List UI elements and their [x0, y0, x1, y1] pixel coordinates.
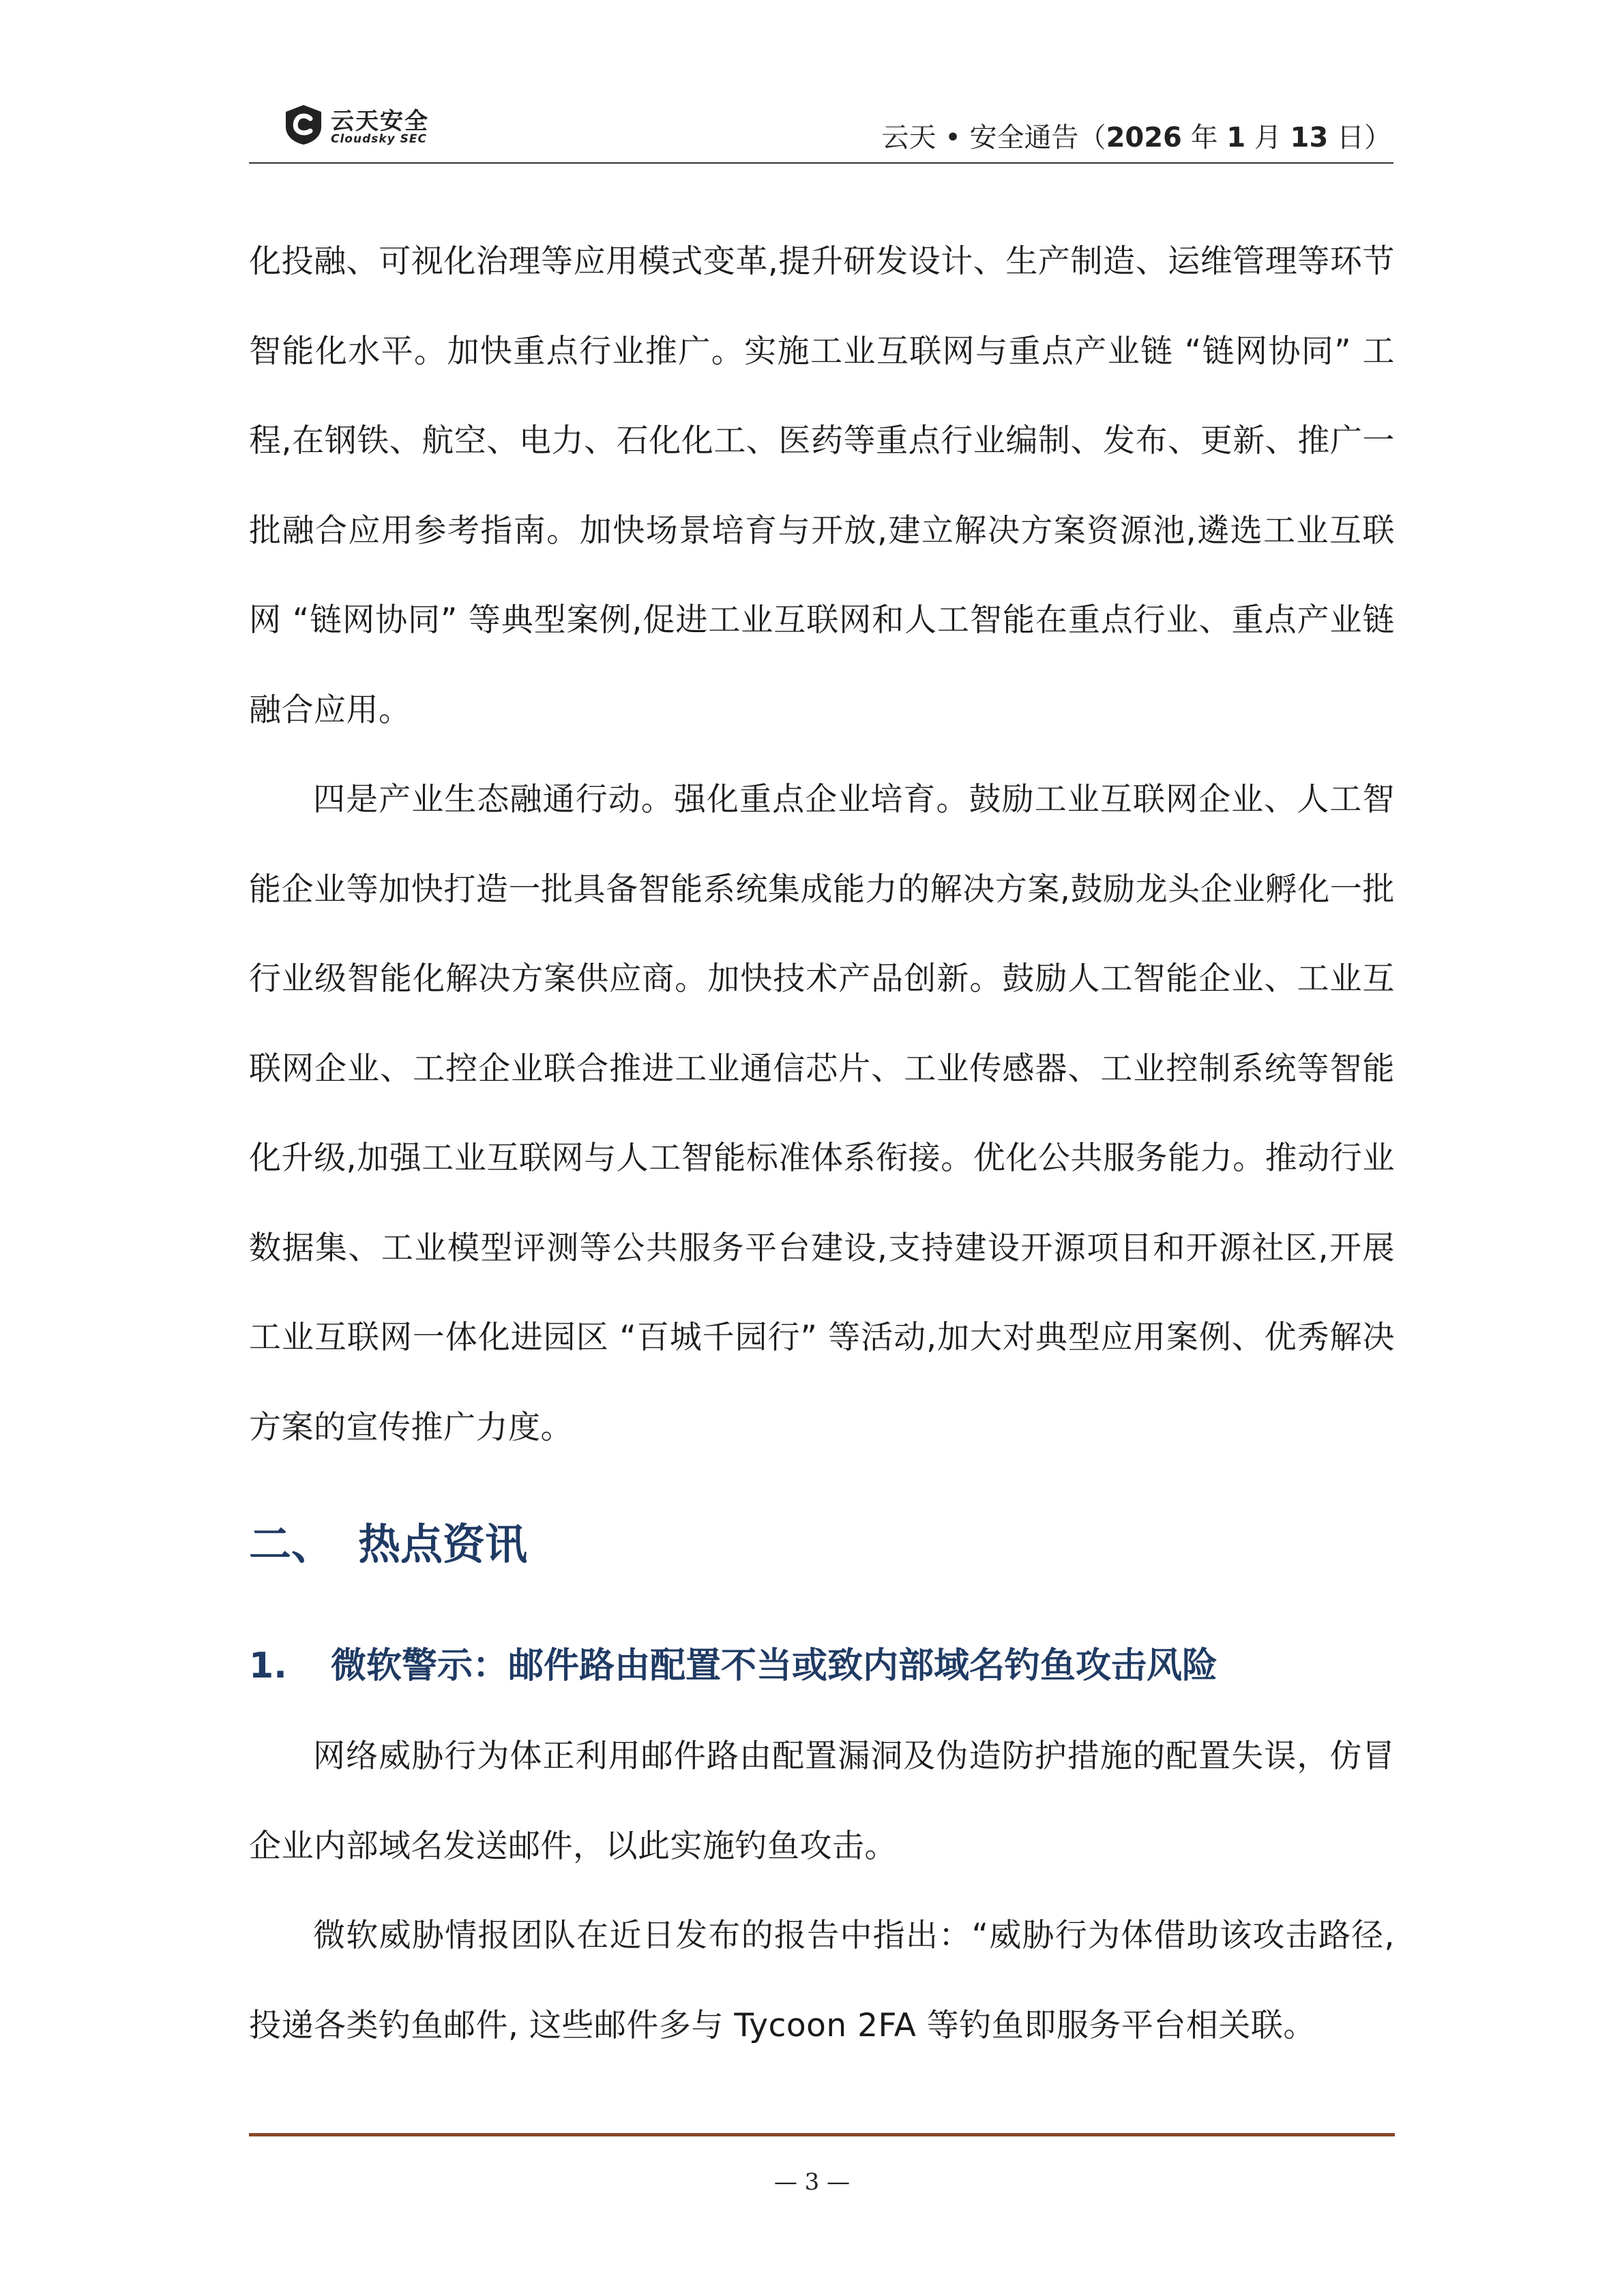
body-section-1	[249, 217, 1395, 1472]
body-section-2	[249, 1712, 1395, 2070]
day-unit: 日）	[1328, 122, 1391, 153]
paragraph: 网络威胁行为体正利用邮件路由配置漏洞及伪造防护措施的配置失误，仿冒企业内部域名发送邮件，以此实施钓鱼攻击。	[249, 1738, 1395, 1865]
page-header	[249, 95, 1391, 164]
shield-logo-icon	[283, 104, 324, 146]
paragraph: 四是产业生态融通行动。强化重点企业培育。鼓励工业互联网企业、人工智能企业等加快打造一批具备智能系统集成能力的解决方案,鼓励龙头企业孵化一批行业级智能化解决方案供应商。加快技术产品创新。鼓励人工智能企业、工业互联网企业、工控企业联合推进工业通信芯片、工业传感器、工业控制系统等智能化升级,加强工业互联网与人工智能标准体系衔接。优化公共服务能力。推动行业数据集、工业模型评测等公共服务平台建设,支持建设开源项目和开源社区,开展工业互联网一体化进园区 “百城千园行” 等活动,加大对典型应用案例、优秀解决方案的宣传推广力度。	[249, 781, 1395, 1446]
section-number: 二、	[249, 1519, 334, 1569]
subsection-number: 1.	[249, 1645, 287, 1686]
publication-day: 13	[1290, 122, 1329, 153]
header-divider	[249, 162, 1393, 164]
subsection-heading	[249, 1637, 1217, 1688]
year-unit: 年	[1181, 122, 1227, 153]
section-title: 热点资讯	[358, 1519, 528, 1569]
publication-year: 2026	[1106, 122, 1182, 153]
publication-title	[882, 116, 1391, 155]
section-heading	[249, 1510, 527, 1571]
brand-logo	[283, 102, 447, 150]
footer-divider	[249, 2133, 1395, 2136]
logo-english-text: Cloudsky SEC	[331, 132, 428, 146]
page-number: — 3 —	[773, 2168, 851, 2196]
month-unit: 月	[1245, 122, 1290, 153]
paragraph: 化投融、可视化治理等应用模式变革,提升研发设计、生产制造、运维管理等环节智能化水平。加快重点行业推广。实施工业互联网与重点产业链 “链网协同” 工程,在钢铁、航空、电力、石化化工、医药等重点行业编制、发布、更新、推广一批融合应用参考指南。加快场景培育与开放,建立解决方案资源池,遴选工业互联网 “链网协同” 等典型案例,促进工业互联网和人工智能在重点行业、重点产业链融合应用。	[249, 243, 1395, 729]
publication-prefix: 云天 • 安全通告（	[881, 122, 1106, 153]
publication-month: 1	[1226, 122, 1246, 153]
subsection-title: 微软警示：邮件路由配置不当或致内部域名钓鱼攻击风险	[331, 1645, 1218, 1686]
logo-chinese-text: 云天安全	[331, 108, 429, 135]
paragraph: 微软威胁情报团队在近日发布的报告中指出：“威胁行为体借助该攻击路径, 投递各类钓鱼邮件, 这些邮件多与 Tycoon 2FA 等钓鱼即服务平台相关联。	[249, 1917, 1395, 2044]
